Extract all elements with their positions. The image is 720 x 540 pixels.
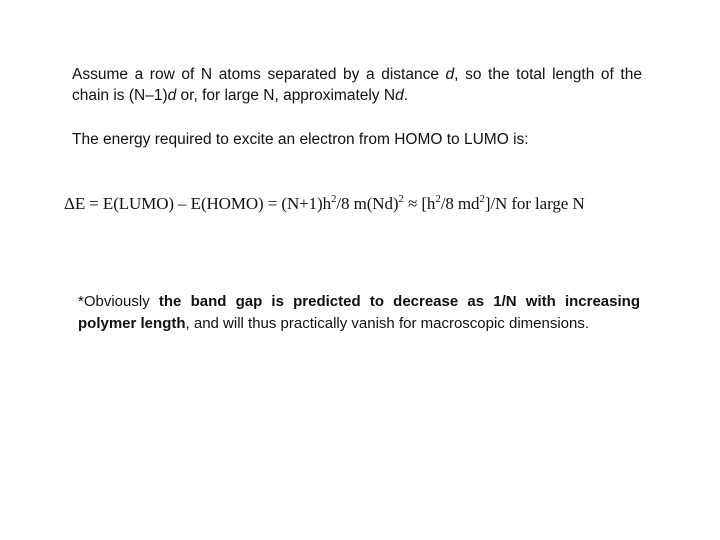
- para1-text-3: or, for large N, approximately N: [176, 87, 396, 104]
- equation-part-1: ΔE = E(LUMO) – E(HOMO) = (N+1)h: [64, 194, 331, 213]
- para1-text-1: Assume a row of N atoms separated by a distance: [72, 66, 446, 83]
- equation-superscript: 2: [479, 193, 485, 205]
- equation-superscript: 2: [435, 193, 441, 205]
- para1-text-2: , so the total length of the chain is (N–1): [72, 66, 642, 104]
- distance-symbol: d: [395, 87, 404, 104]
- energy-intro-paragraph: The energy required to excite an electron from HOMO to LUMO is:: [72, 131, 529, 148]
- band-gap-conclusion-paragraph: [78, 291, 640, 335]
- equation-part-2: /8 m(Nd): [336, 194, 399, 213]
- equation-superscript: 2: [398, 193, 404, 205]
- conclusion-emphasis: the band gap is predicted to decrease as 1/N with increasing polymer length: [78, 293, 640, 332]
- equation-part-4: /8 md: [440, 194, 480, 213]
- band-gap-equation: [64, 192, 624, 216]
- equation-part-3: ≈ [h: [403, 194, 436, 213]
- chain-definition-paragraph: [72, 64, 642, 106]
- distance-symbol: d: [445, 66, 455, 83]
- conclusion-text-1: *Obviously: [78, 293, 159, 310]
- equation-superscript: 2: [331, 193, 337, 205]
- equation-part-5: ]/N for large N: [484, 194, 585, 213]
- conclusion-text-2: , and will thus practically vanish for macroscopic dimensions.: [185, 315, 590, 332]
- para1-text-4: .: [403, 87, 408, 104]
- distance-symbol: d: [167, 87, 177, 104]
